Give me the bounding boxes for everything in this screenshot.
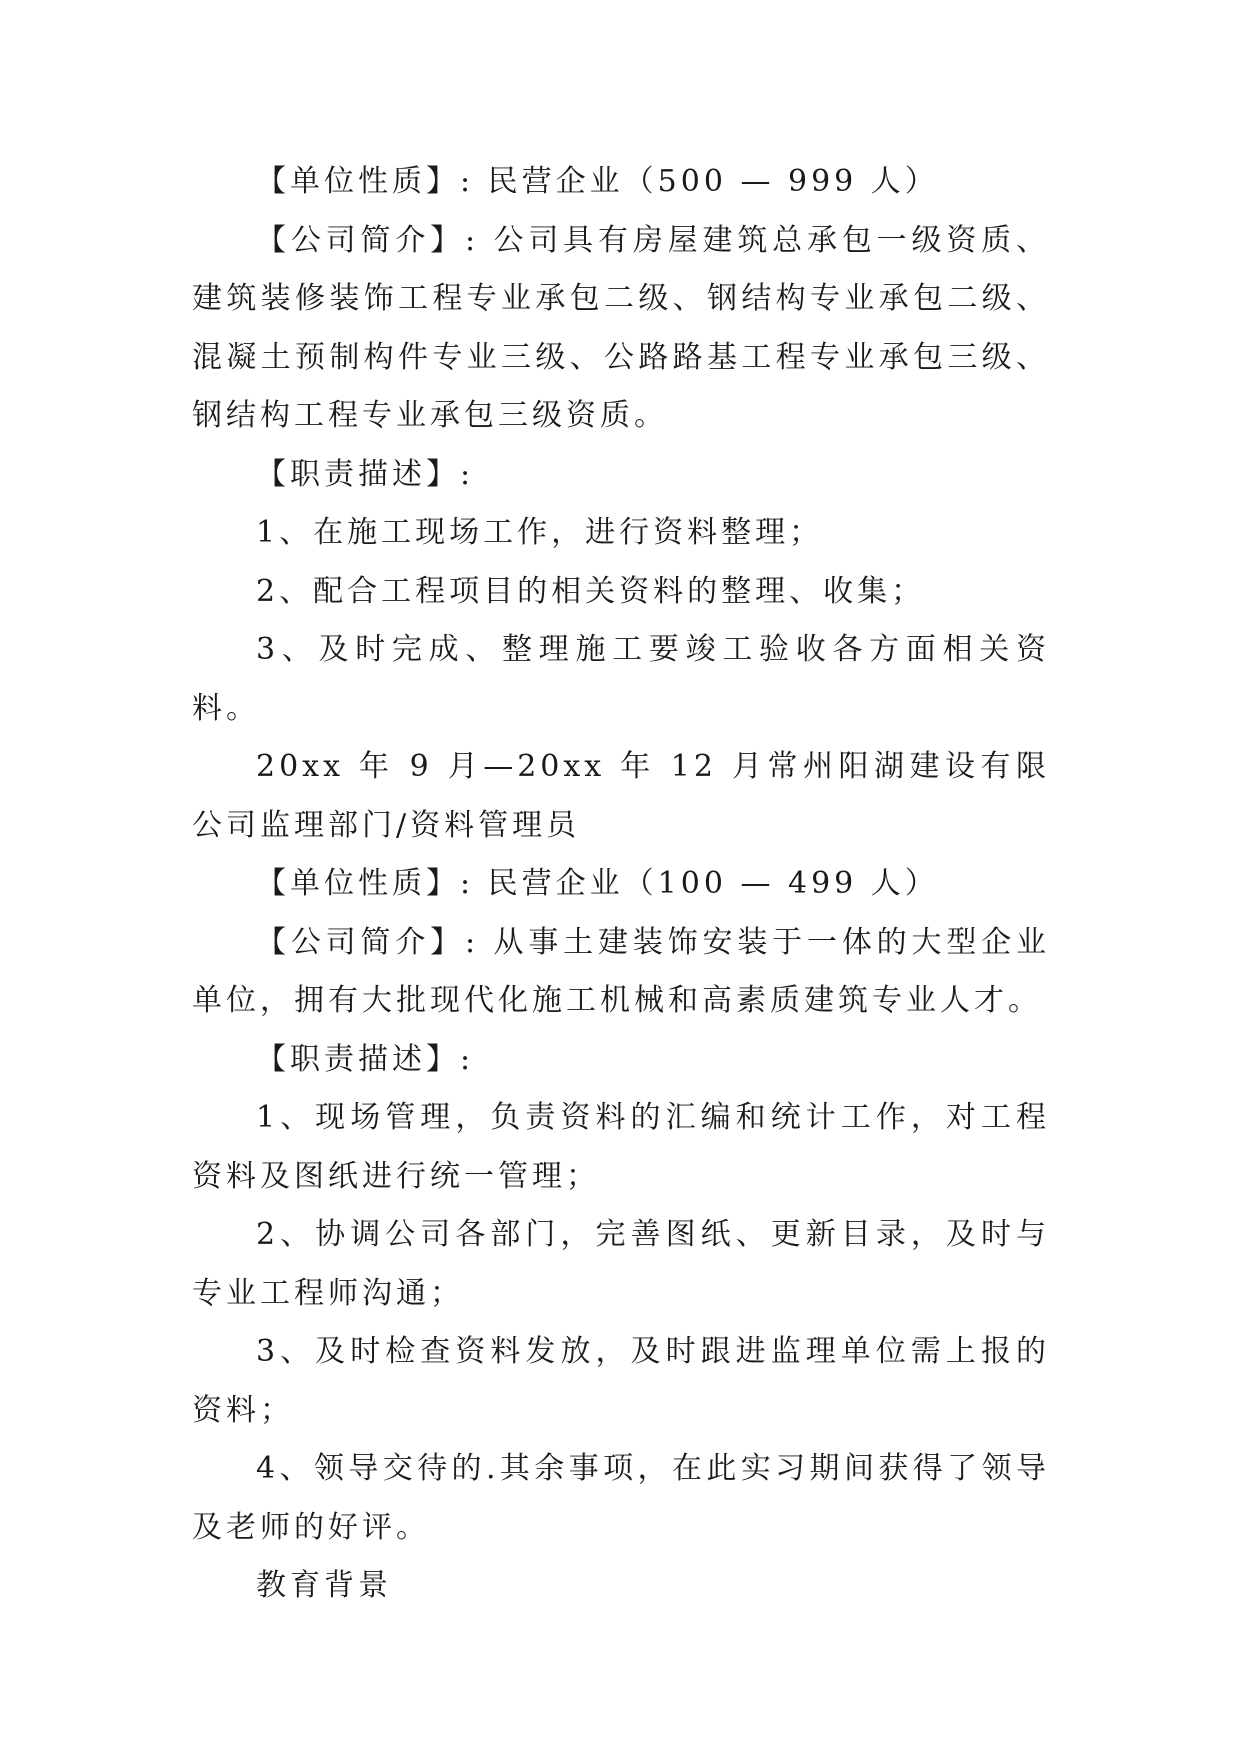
paragraph-company-intro-1: 【公司简介】: 公司具有房屋建筑总承包一级资质、建筑装修装饰工程专业承包二级、钢结构专业承包二级、混凝土预制构件专业三级、公路路基工程专业承包三级、钢结构工程专业承包三级资质。 xyxy=(192,222,1050,433)
paragraph-unit-nature-1: 【单位性质】: 民营企业（500 — 999 人） xyxy=(256,164,939,199)
paragraph-duty-heading-1: 【职责描述】: xyxy=(256,456,475,492)
section-heading-education: 教育背景 xyxy=(256,1568,392,1603)
paragraph-duty-2-4: 4、领导交待的.其余事项，在此实习期间获得了领导及老师的好评。 xyxy=(192,1451,1050,1545)
paragraph-duty-1-1: 1、在施工现场工作，进行资料整理； xyxy=(256,515,824,550)
document-body xyxy=(192,153,1050,1616)
paragraph-company-intro-2: 【公司简介】: 从事土建装饰安装于一体的大型企业单位，拥有大批现代化施工机械和高素质建筑专业人才。 xyxy=(192,924,1050,1018)
paragraph-duty-heading-2: 【职责描述】: xyxy=(256,1041,475,1077)
paragraph-job-period-2: 20xx 年 9 月—20xx 年 12 月常州阳湖建设有限公司监理部门/资料管理员 xyxy=(192,749,1050,843)
paragraph-duty-2-3: 3、及时检查资料发放，及时跟进监理单位需上报的资料； xyxy=(192,1334,1050,1428)
paragraph-duty-1-3: 3、及时完成、整理施工要竣工验收各方面相关资料。 xyxy=(192,632,1050,726)
paragraph-duty-1-2: 2、配合工程项目的相关资料的整理、收集； xyxy=(256,573,926,609)
paragraph-duty-2-2: 2、协调公司各部门，完善图纸、更新目录，及时与专业工程师沟通； xyxy=(192,1217,1050,1311)
paragraph-unit-nature-2: 【单位性质】: 民营企业（100 — 499 人） xyxy=(256,866,939,901)
paragraph-duty-2-1: 1、现场管理，负责资料的汇编和统计工作，对工程资料及图纸进行统一管理； xyxy=(192,1100,1050,1194)
